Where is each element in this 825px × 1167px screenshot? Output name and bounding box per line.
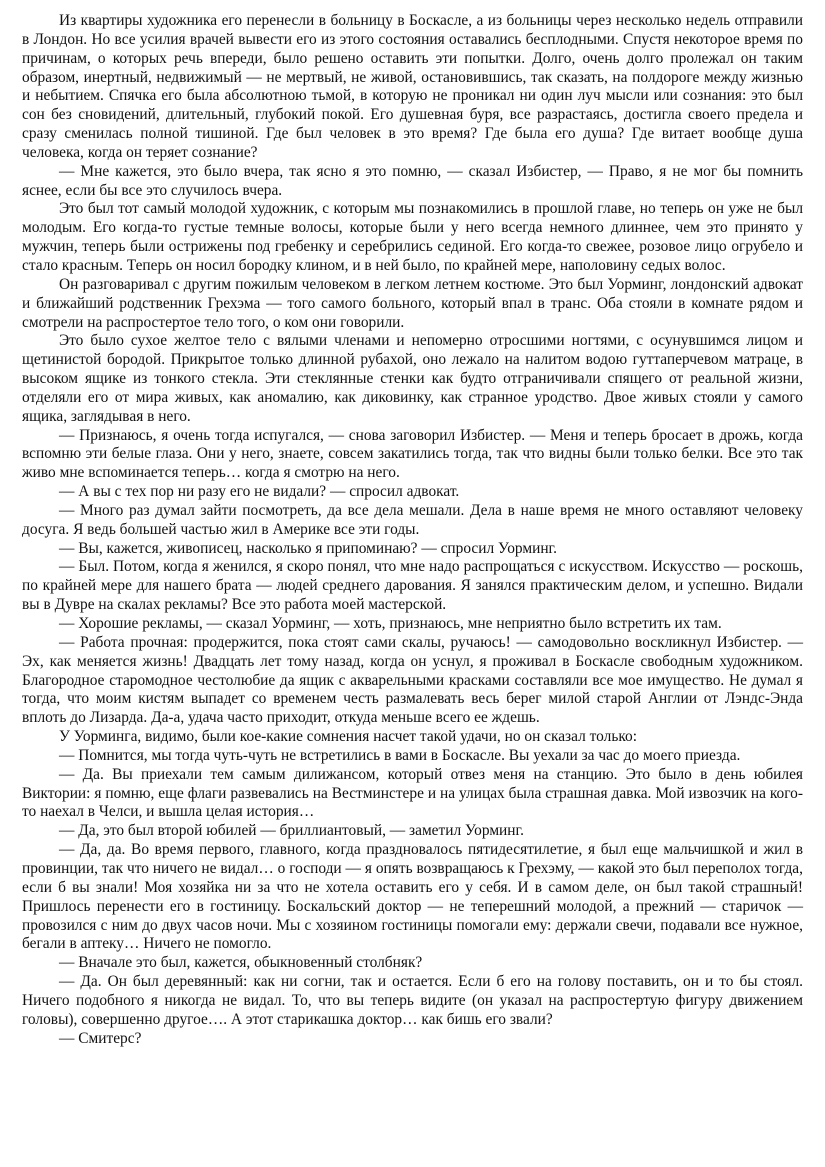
paragraph: — Помнится, мы тогда чуть-чуть не встретились в вами в Боскасле. Вы уехали за час до моего приезда. [59,746,741,764]
paragraph: — Много раз думал зайти посмотреть, да все дела мешали. Дела в наше время не много оставляют человеку досуга. Я ведь большей частью жил в Америке все эти годы. [22,501,803,538]
paragraph: — Был. Потом, когда я женился, я скоро понял, что мне надо распрощаться с искусством. Искусство — роскошь, по крайней мере для нашего брата — людей среднего дарования. Я занялся практическим делом, и успешно. Видали вы в Дувре на скалах рекламы? Все это работа моей мастерской. [22,558,803,614]
paragraph: — Работа прочная: продержится, пока стоят сами скалы, ручаюсь! — самодовольно воскликнул Избистер. — Эх, как меняется жизнь! Двадцать лет тому назад, когда он уснул, я проживал в Боскасле свободным художником. Благородное старомодное честолюбие да ящик с акварельными красками составляли все мое имущество. Не думал я тогда, что моим кистям выпадет со временем честь размалевать весь берег милой старой Англии от Лэндс-Энда вплоть до Лизарда. Да-а, удача часто приходит, откуда меньше всего ее ждешь. [22,633,803,727]
paragraph: — Да, да. Во время первого, главного, когда праздновалось пятидесятилетие, я был еще мальчишкой и жил в провинции, так что ничего не видал… о господи — я опять возвращаюсь к Грехэму, — какой это был переполох тогда, если б вы знали! Моя хозяйка ни за что не хотела оставить его у себя. И в самом деле, он был такой страшный! Пришлось перенести его в гостиницу. Боскальский доктор — не теперешний молодой, а прежний — старичок — провозился с ним до двух часов ночи. Мы с хозяином гостиницы помогали ему: держали свечи, подавали все нужное, бегали в аптеку… Ничего не помогло. [22,841,803,953]
paragraph: Это был тот самый молодой художник, с которым мы познакомились в прошлой главе, но теперь он уже не был молодым. Его когда-то густые темные волосы, которые были у него всегда немного длиннее, чем это принято у мужчин, теперь были острижены под гребенку и серебрились сединой. Его когда-то свежее, розовое лицо огрубело и стало красным. Теперь он носил бородку клином, и в ней было, по крайней мере, наполовину седых волос. [22,200,803,274]
paragraph: Это было сухое желтое тело с вялыми членами и непомерно отросшими ногтями, с осунувшимся лицом и щетинистой бородой. Прикрытое только длинной рубахой, оно лежало на налитом водою гуттаперчевом матраце, в высоком ящике из тонкого стекла. Эти стеклянные стенки как будто отграничивали спящего от реальной жизни, отделяли его от мира живых, как аномалию, как диковинку, как странное уродство. Двое живых стояли у самого ящика, заглядывая в него. [22,332,803,425]
paragraph: У Уорминга, видимо, были кое-какие сомнения насчет такой удачи, но он сказал только: [59,728,638,746]
paragraph: — Вначале это был, кажется, обыкновенный столбняк? [59,954,423,972]
paragraph: — Да. Он был деревянный: как ни согни, так и остается. Если б его на голову поставить, он и то бы стоял. Ничего подобного я никогда не видал. То, что вы теперь видите (он указал на распростертую фигуру движением головы), совершенно другое…. А этот старикашка доктор… как бишь его звали? [22,973,803,1028]
document-page [22,12,803,1048]
paragraph: Из квартиры художника его перенесли в больницу в Боскасле, а из больницы через несколько недель отправили в Лондон. Но все усилия врачей вывести его из этого состояния оставались бесплодными. Спустя некоторое время по причинам, о которых речь впереди, было решено оставить эти попытки. Долго, очень долго пролежал он таким образом, инертный, недвижимый — не мертвый, не живой, остановившись, так сказать, на полдороге между жизнью и небытием. Спячка его была абсолютною тьмой, в которую не проникал ни один луч мысли или сознания: это был сон без сновидений, длительный, глубокий покой. Его душевная буря, все разрастаясь, достигла своего предела и сразу сменилась полной тишиной. Где был человек в это время? Где была его душа? Где витает вообще душа человека, когда он теряет сознание? [22,12,803,161]
paragraph: — А вы с тех пор ни разу его не видали? — спросил адвокат. [59,483,460,501]
paragraph: — Мне кажется, это было вчера, так ясно я это помню, — сказал Избистер, — Право, я не мог бы помнить яснее, если бы все это случилось вчера. [22,162,803,199]
paragraph: Он разговаривал с другим пожилым человеком в легком летнем костюме. Это был Уорминг, лондонский адвокат и ближайший родственник Грехэма — того самого больного, который впал в транс. Оба стояли в комнате рядом и смотрели на распростертое тело того, о ком они говорили. [22,275,803,331]
paragraph: — Хорошие рекламы, — сказал Уорминг, — хоть, признаюсь, мне неприятно было встретить их там. [59,615,722,632]
paragraph: — Да. Вы приехали тем самым дилижансом, который отвез меня на станцию. Это было в день юбилея Виктории: я помню, еще флаги развевались на Вестминстере и на улицах была страшная давка. Мой извозчик на кого-то наехал в Челси, и вышла целая история… [22,765,803,821]
paragraph: — Да, это был второй юбилей — бриллиантовый, — заметил Уорминг. [59,822,524,840]
paragraph: — Смитерс? [59,1029,142,1047]
paragraph: — Признаюсь, я очень тогда испугался, — снова заговорил Избистер. — Меня и теперь бросает в дрожь, когда вспомню эти белые глаза. Они у него, знаете, совсем закатились тогда, так что видны были только белки. Все это так живо мне вспоминается теперь… когда я смотрю на него. [22,426,803,482]
paragraph: — Вы, кажется, живописец, насколько я припоминаю? — спросил Уорминг. [59,539,557,557]
